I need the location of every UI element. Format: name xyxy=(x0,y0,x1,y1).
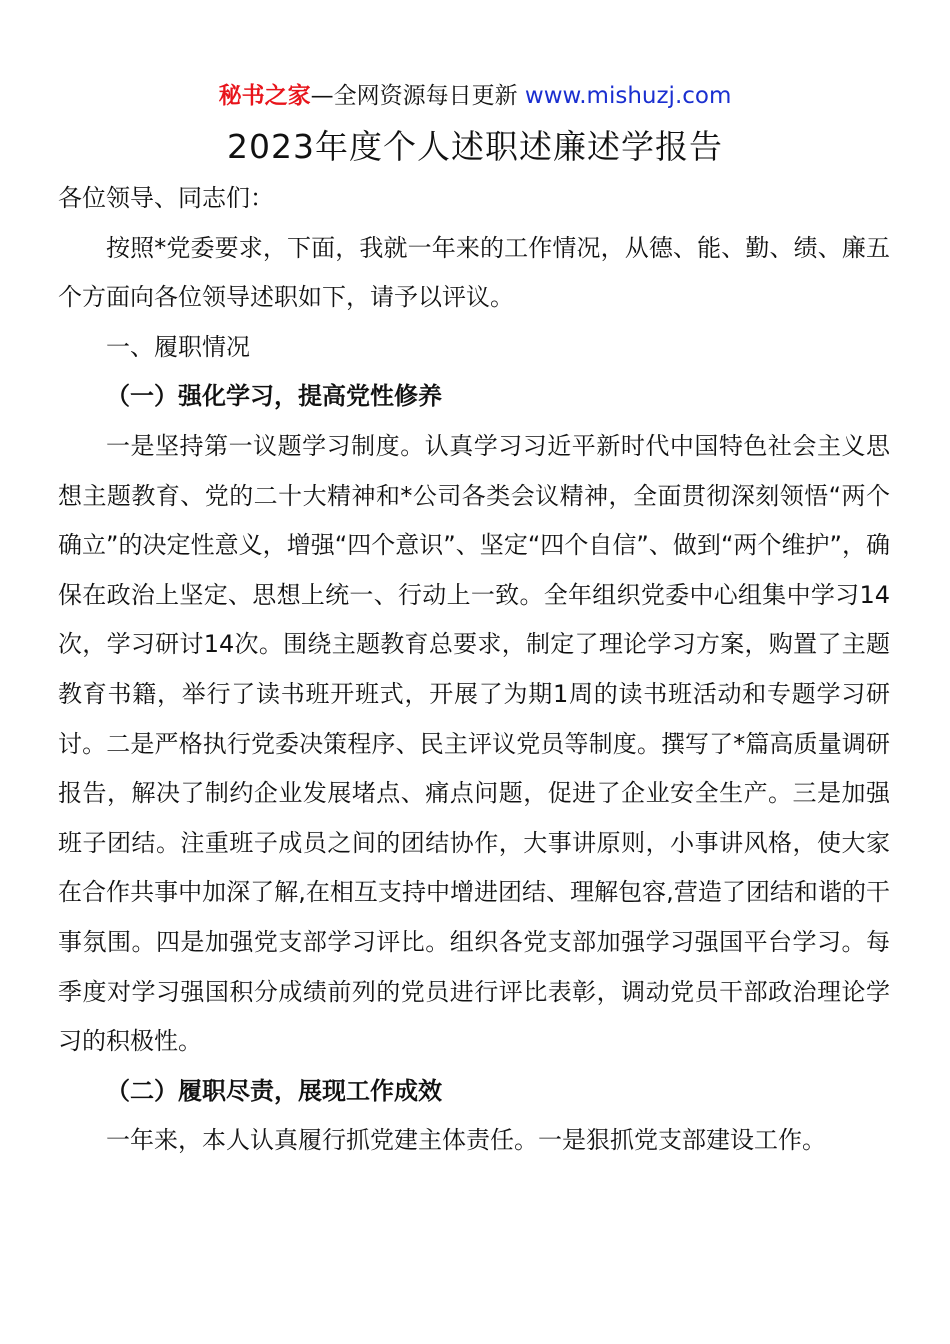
subsection-heading-2: （二）履职尽责，展现工作成效 xyxy=(106,1076,442,1105)
header-tagline: —全网资源每日更新 xyxy=(310,83,518,109)
subsection-heading-1: （一）强化学习，提高党性修养 xyxy=(106,382,442,411)
brand-name: 秘书之家 xyxy=(218,83,311,109)
site-header xyxy=(0,80,950,112)
document-body xyxy=(58,174,890,1166)
intro-paragraph: 按照*党委要求，下面，我就一年来的工作情况，从德、能、勤、绩、廉五个方面向各位领导述职如下，请予以评议。 xyxy=(58,233,890,312)
section-heading-1: 一、履职情况 xyxy=(106,332,250,361)
site-link[interactable]: www.mishuzj.com xyxy=(524,83,732,109)
document-title: 2023年度个人述职述廉述学报告 xyxy=(227,127,723,166)
subsection-2-paragraph: 一年来，本人认真履行抓党建主体责任。一是狠抓党支部建设工作。 xyxy=(106,1126,826,1155)
greeting: 各位领导、同志们： xyxy=(58,184,274,212)
subsection-1-paragraph: 一是坚持第一议题学习制度。认真学习习近平新时代中国特色社会主义思想主题教育、党的二十大精神和*公司各类会议精神，全面贯彻深刻领悟“两个确立”的决定性意义，增强“四个意识”、坚定“四个自信”、做到“两个维护”，确保在政治上坚定、思想上统一、行动上一致。全年组织党委中心组集中学习14次，学习研讨14次。围绕主题教育总要求，制定了理论学习方案，购置了主题教育书籍，举行了读书班开班式，开展了为期1周的读书班活动和专题学习研讨。二是严格执行党委决策程序、民主评议党员等制度。撰写了*篇高质量调研报告，解决了制约企业发展堵点、痛点问题，促进了企业安全生产。三是加强班子团结。注重班子成员之间的团结协作，大事讲原则，小事讲风格，使大家在合作共事中加深了解,在相互支持中增进团结、理解包容,营造了团结和谐的干事氛围。四是加强党支部学习评比。组织各党支部加强学习强国平台学习。每季度对学习强国积分成绩前列的党员进行评比表彰，调动党员干部政治理论学习的积极性。 xyxy=(58,431,890,1056)
